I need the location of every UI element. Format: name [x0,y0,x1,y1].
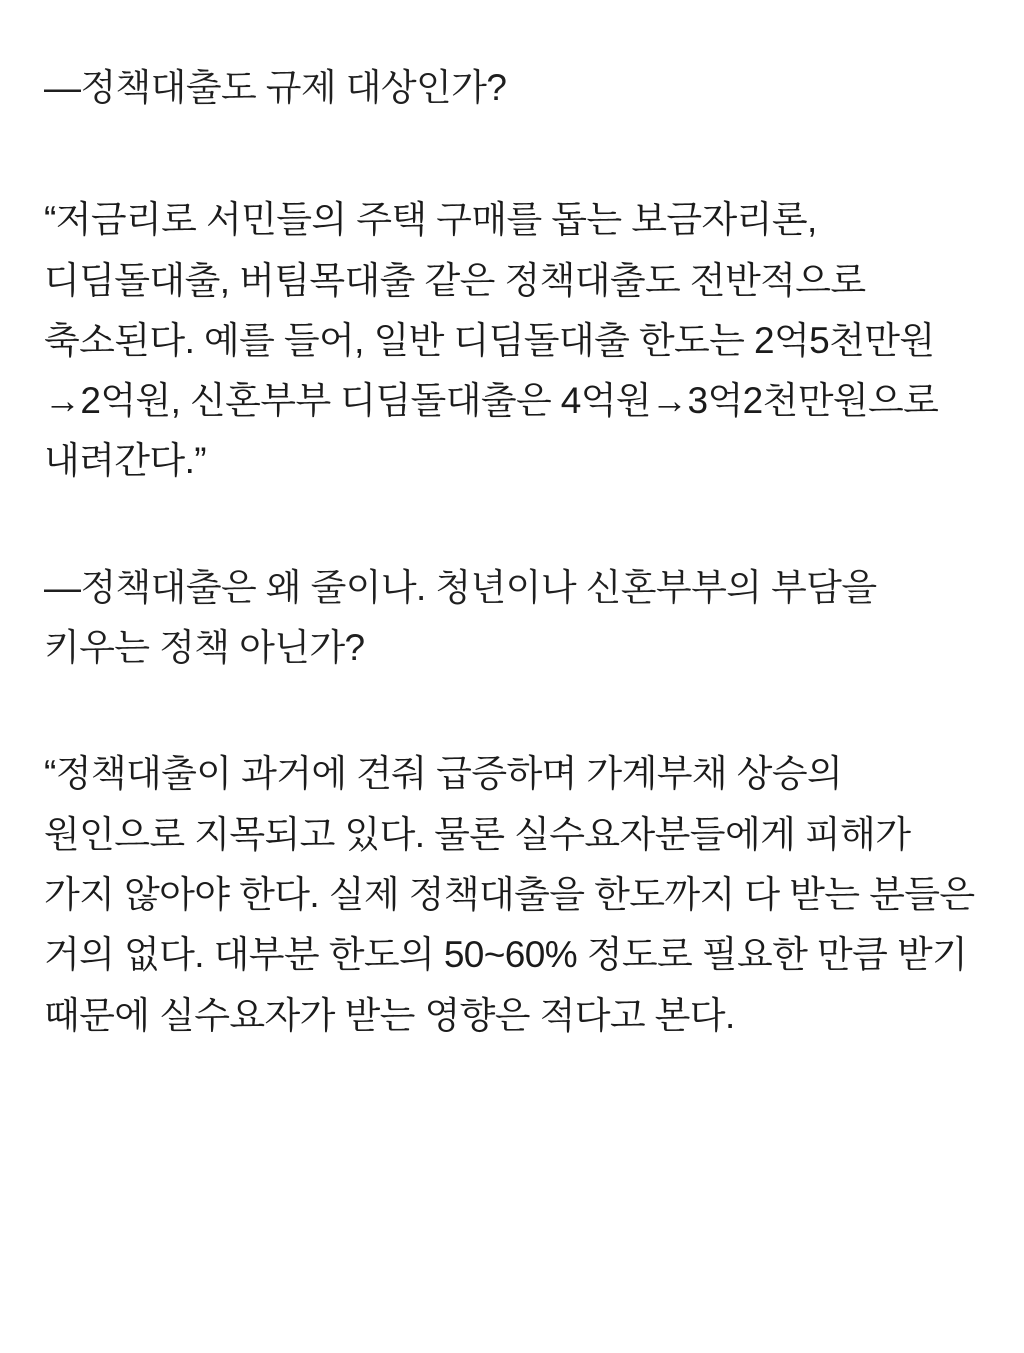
paragraph-spacer [44,492,978,558]
paragraph-spacer [44,678,978,744]
interview-question-1: —정책대출도 규제 대상인가? [44,67,507,108]
interview-answer-2: “정책대출이 과거에 견줘 급증하며 가계부채 상승의 원인으로 지목되고 있다. 물론 실수요자분들에게 피해가 가지 않아야 한다. 실제 정책대출을 한도까지 다 받는 분들은 거의 없다. 대부분 한도의 50~60% 정도로 필요한 만큼 받기 때문에 실수요자가 받는 영향은 적다고 본다. [44,753,985,1036]
interview-question-2: —정책대출은 왜 줄이나. 청년이나 신혼부부의 부담을 키우는 정책 아닌가? [44,566,887,669]
interview-answer-1: “저금리로 서민들의 주택 구매를 돕는 보금자리론, 디딤돌대출, 버팀목대출 같은 정책대출도 전반적으로 축소된다. 예를 들어, 일반 디딤돌대출 한도는 2억5천만원→2억원, 신혼부부 디딤돌대출은 4억원→3억2천만원으로 내려간다.” [44,199,948,482]
paragraph-spacer [44,118,978,190]
